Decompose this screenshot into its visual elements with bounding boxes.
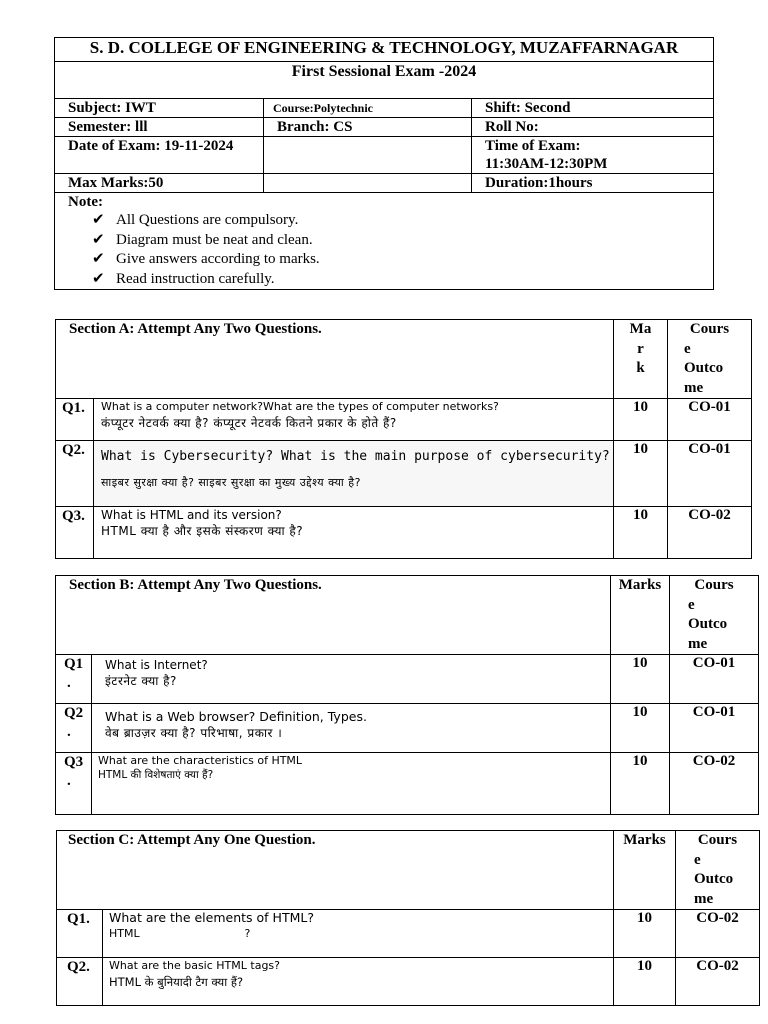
question-number xyxy=(56,753,92,815)
question-text xyxy=(94,507,614,559)
question-number: Q1. xyxy=(57,910,103,958)
question-hi: HTML की विशेषताएं क्या हैं? xyxy=(98,769,214,781)
check-icon: ✔ xyxy=(92,212,105,228)
marks-value: 10 xyxy=(614,910,676,958)
marks-header-line: Ma xyxy=(629,321,652,337)
table-row xyxy=(57,910,760,958)
subject: Subject: IWT xyxy=(55,99,264,118)
time-value: 11:30AM-12:30PM xyxy=(485,156,608,172)
course-outcome-header xyxy=(668,320,752,399)
question-text xyxy=(92,753,611,815)
question-number xyxy=(56,655,92,704)
branch: Branch: CS xyxy=(264,118,472,137)
course-outcome-header xyxy=(676,831,760,910)
co-value: CO-02 xyxy=(676,958,760,1006)
note-item xyxy=(92,231,713,251)
section-b-heading: Section B: Attempt Any Two Questions. xyxy=(56,576,611,655)
co-header-line: Cours xyxy=(697,832,738,848)
qnum-line: . xyxy=(67,724,71,740)
note-item xyxy=(92,211,713,231)
marks-header: Marks xyxy=(611,576,670,655)
question-en: What is a Web browser? Definition, Types. xyxy=(105,709,367,724)
question-text xyxy=(94,399,614,441)
question-hi: कंप्यूटर नेटवर्क क्या है? कंप्यूटर नेटवर्क कितने प्रकार के होते हैं? xyxy=(101,416,397,430)
marks-header xyxy=(614,320,668,399)
section-b-table xyxy=(55,575,759,815)
semester: Semester: lll xyxy=(55,118,264,137)
question-en: What are the characteristics of HTML xyxy=(98,754,303,767)
question-number xyxy=(56,704,92,753)
co-header-line: e xyxy=(694,851,701,868)
co-value: CO-02 xyxy=(676,910,760,958)
question-hi: इंटरनेट क्या है? xyxy=(105,674,177,688)
time-of-exam xyxy=(472,137,714,174)
marks-value: 10 xyxy=(614,441,668,507)
marks-header: Marks xyxy=(614,831,676,910)
table-row xyxy=(56,704,759,753)
co-header-line: me xyxy=(688,635,708,652)
roll-no: Roll No: xyxy=(472,118,714,137)
co-value: CO-01 xyxy=(668,441,752,507)
section-c-heading: Section C: Attempt Any One Question. xyxy=(57,831,614,910)
question-text xyxy=(94,441,614,507)
marks-header-line: r xyxy=(637,340,644,357)
question-hi: HTML क्या है और इसके संस्करण क्या है? xyxy=(101,524,304,538)
question-hi: वेब ब्राउज़र क्या है? परिभाषा, प्रकार । xyxy=(105,726,283,740)
question-text xyxy=(92,655,611,704)
section-c-table xyxy=(56,830,760,1006)
co-header-line: Cours xyxy=(694,577,734,593)
co-value: CO-02 xyxy=(668,507,752,559)
co-header-line: Cours xyxy=(689,321,730,337)
qnum-line: Q3 xyxy=(64,754,84,770)
max-marks: Max Marks:50 xyxy=(55,174,264,193)
question-number: Q1. xyxy=(56,399,94,441)
co-header-line: Outco xyxy=(694,871,734,887)
marks-value: 10 xyxy=(614,399,668,441)
question-en: What is HTML and its version? xyxy=(101,508,282,522)
section-a-table xyxy=(55,319,752,559)
section-a-heading: Section A: Attempt Any Two Questions. xyxy=(56,320,614,399)
co-value: CO-01 xyxy=(670,704,759,753)
question-text xyxy=(103,910,614,958)
co-value: CO-02 xyxy=(670,753,759,815)
date-of-exam: Date of Exam: 19-11-2024 xyxy=(55,137,264,174)
marks-value: 10 xyxy=(614,507,668,559)
qnum-line: . xyxy=(67,675,71,691)
qnum-line: Q1 xyxy=(64,656,84,672)
duration: Duration:1hours xyxy=(472,174,714,193)
exam-title: First Sessional Exam -2024 xyxy=(55,62,714,99)
marks-value: 10 xyxy=(614,958,676,1006)
note-heading: Note: xyxy=(68,194,103,210)
note-list xyxy=(68,211,713,289)
table-row xyxy=(56,655,759,704)
marks-header-line: k xyxy=(636,360,645,376)
shift: Shift: Second xyxy=(472,99,714,118)
table-row xyxy=(56,507,752,559)
college-name: S. D. COLLEGE OF ENGINEERING & TECHNOLOGY, MUZAFFARNAGAR xyxy=(55,38,714,62)
co-header-line: e xyxy=(688,596,695,613)
empty-cell xyxy=(264,174,472,193)
co-header-line: e xyxy=(684,340,691,357)
question-en: What are the elements of HTML? xyxy=(109,910,314,925)
note-text: All Questions are compulsory. xyxy=(116,212,299,228)
co-header-line: Outco xyxy=(684,360,724,376)
co-value: CO-01 xyxy=(668,399,752,441)
question-text xyxy=(92,704,611,753)
time-label: Time of Exam: xyxy=(485,138,581,154)
note-item xyxy=(92,250,713,270)
note-text: Give answers according to marks. xyxy=(116,251,320,267)
question-number: Q2. xyxy=(57,958,103,1006)
check-icon: ✔ xyxy=(92,251,105,267)
marks-value: 10 xyxy=(611,655,670,704)
exam-header-table xyxy=(54,37,714,290)
question-en: What is Cybersecurity? What is the main purpose of cybersecurity? xyxy=(101,449,610,464)
note-text: Read instruction carefully. xyxy=(116,270,275,287)
question-en: What are the basic HTML tags? xyxy=(109,959,280,972)
question-en: What is Internet? xyxy=(105,658,208,672)
check-icon: ✔ xyxy=(92,270,105,287)
co-header-line: me xyxy=(684,379,704,396)
course-outcome-header xyxy=(670,576,759,655)
co-header-line: me xyxy=(694,890,714,907)
question-number: Q3. xyxy=(56,507,94,559)
empty-cell xyxy=(264,137,472,174)
note-item xyxy=(92,270,713,290)
question-hi: HTML ? xyxy=(109,927,251,940)
note-text: Diagram must be neat and clean. xyxy=(116,231,313,248)
table-row xyxy=(56,753,759,815)
marks-value: 10 xyxy=(611,704,670,753)
co-header-line: Outco xyxy=(688,616,728,632)
course: Course:Polytechnic xyxy=(264,99,472,118)
check-icon: ✔ xyxy=(92,231,105,248)
question-text xyxy=(103,958,614,1006)
question-hi: साइबर सुरक्षा क्या है? साइबर सुरक्षा का मुख्य उद्देश्य क्या है? xyxy=(101,476,361,489)
question-en: What is a computer network?What are the types of computer networks? xyxy=(101,400,499,413)
table-row xyxy=(56,399,752,441)
co-value: CO-01 xyxy=(670,655,759,704)
question-hi: HTML के बुनियादी टैग क्या हैं? xyxy=(109,975,244,989)
table-row xyxy=(56,441,752,507)
qnum-line: Q2 xyxy=(64,705,84,721)
note-section xyxy=(55,193,714,290)
marks-value: 10 xyxy=(611,753,670,815)
qnum-line: . xyxy=(67,773,71,789)
question-number: Q2. xyxy=(56,441,94,507)
table-row xyxy=(57,958,760,1006)
